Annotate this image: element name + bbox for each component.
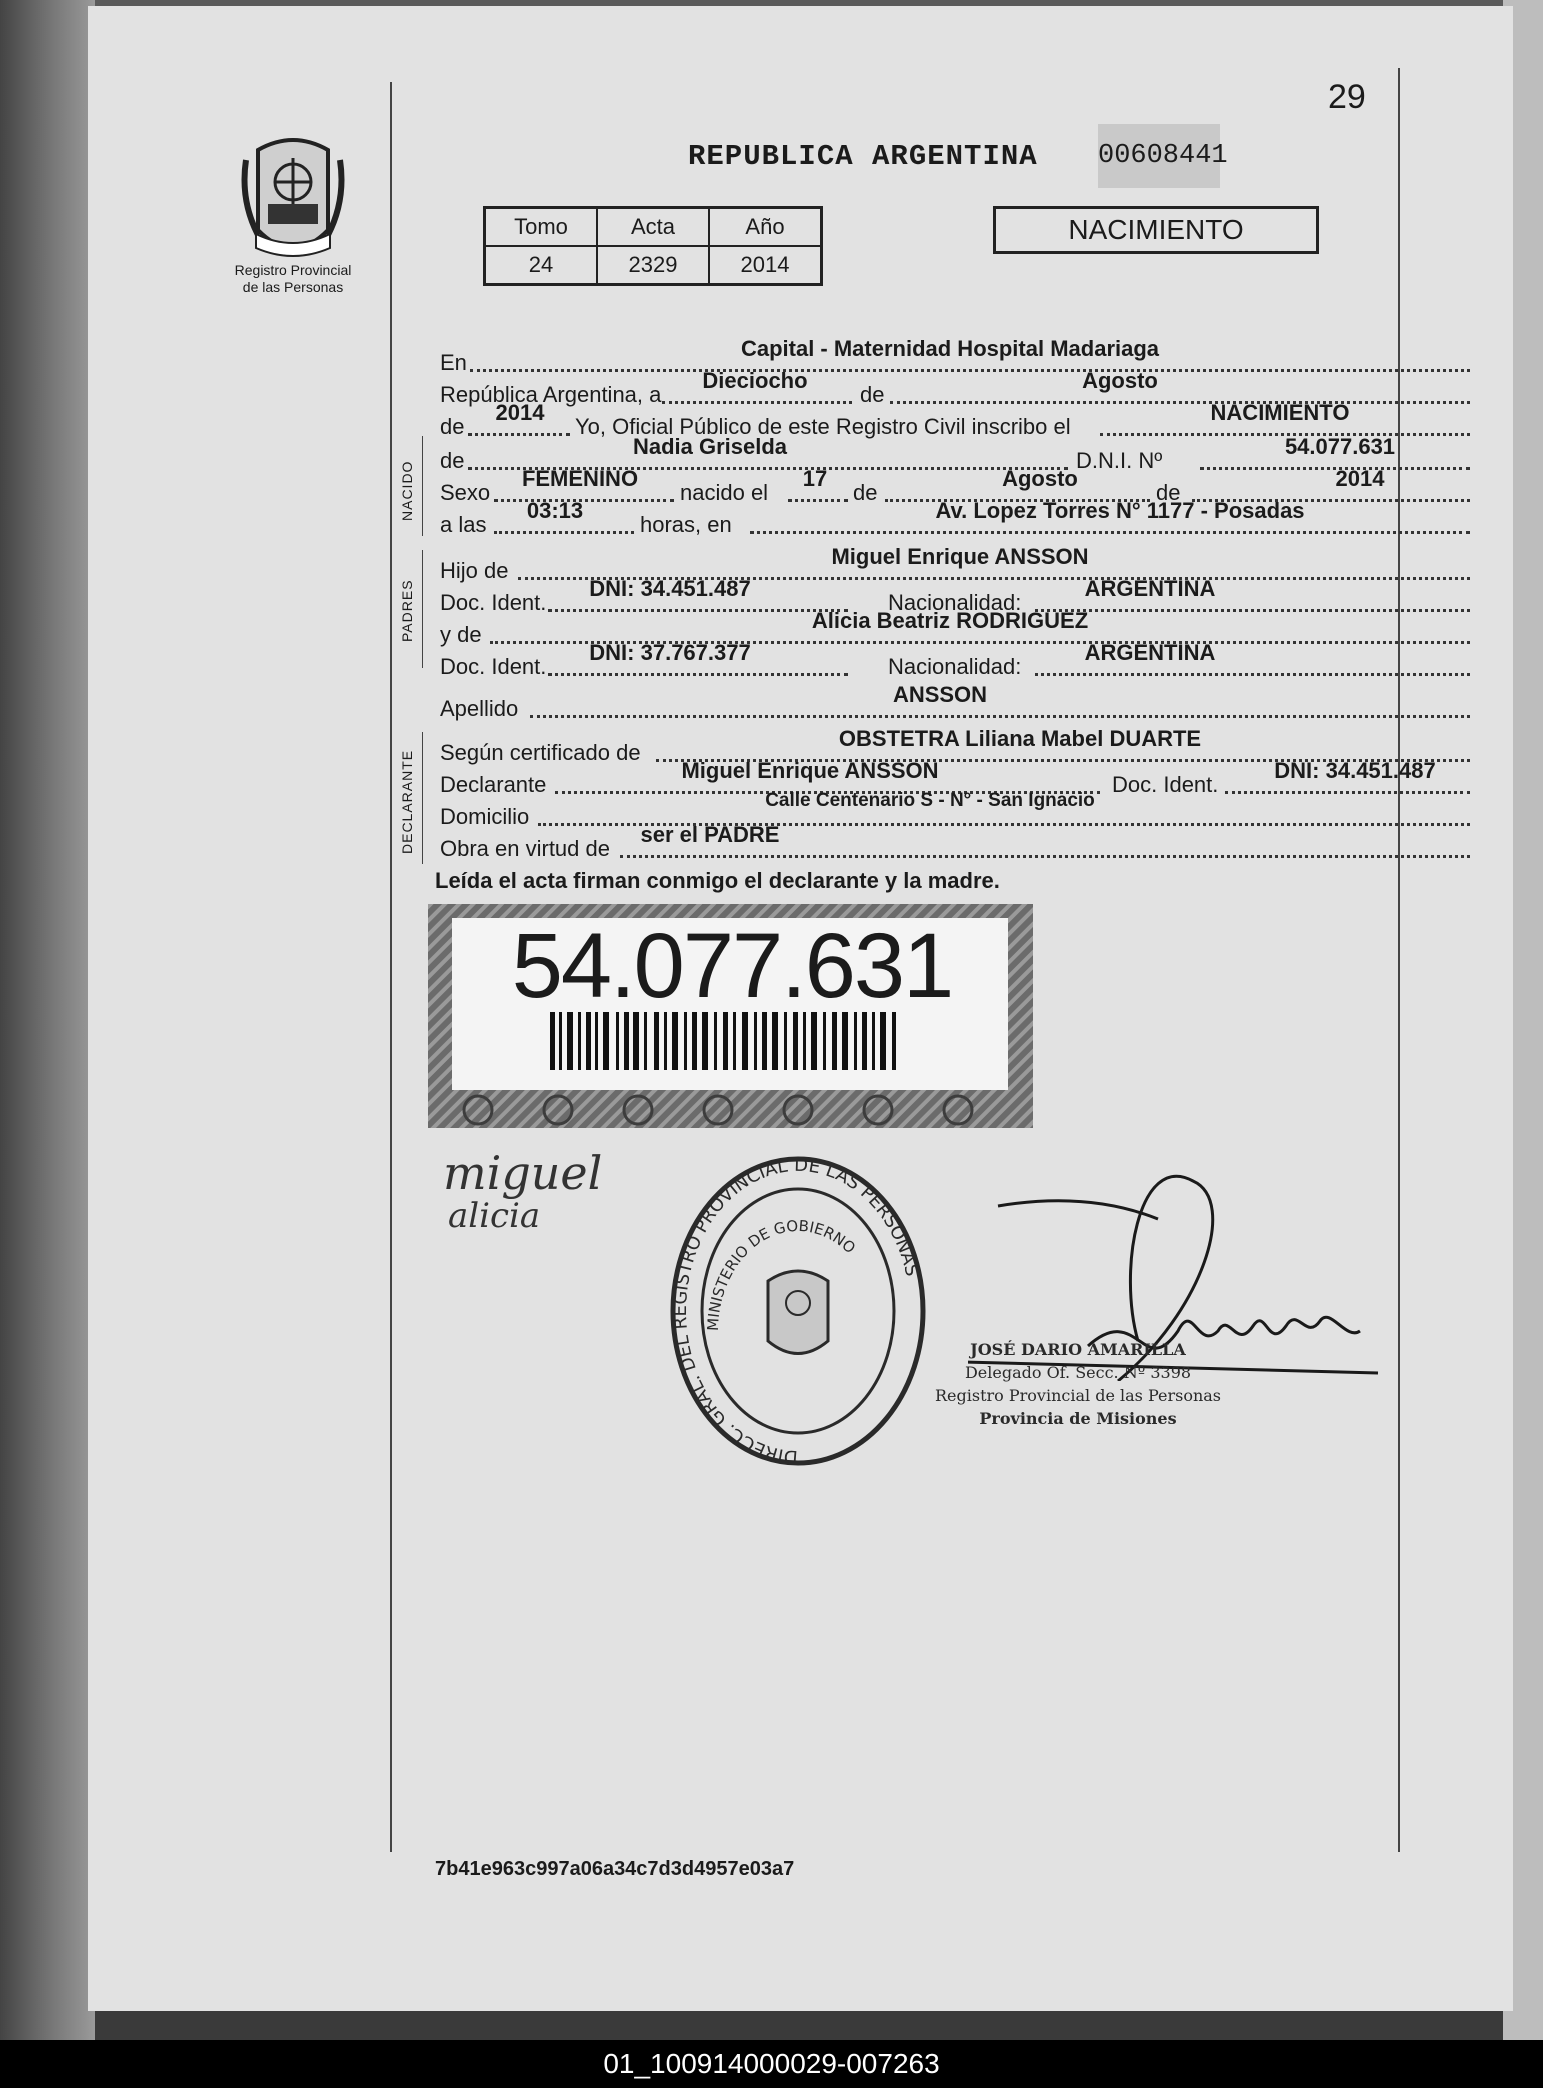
- document-hash: 7b41e963c997a06a34c7d3d4957e03a7: [435, 1858, 795, 1880]
- de-label: de: [860, 382, 885, 407]
- section-label-nacido: NACIDO: [399, 460, 415, 521]
- nacido-el-label: nacido el: [680, 480, 769, 505]
- en-label: En: [440, 350, 467, 375]
- seal-outer-text: DIRECC. GRAL. DEL REGISTRO PROVINCIAL DE LAS PERSONAS: [670, 1154, 923, 1468]
- birth-time: 03:13: [526, 498, 584, 523]
- birth-time-place-row: [440, 498, 1470, 537]
- seal-inner-text: MINISTERIO DE GOBIERNO: [703, 1216, 860, 1332]
- father-nationality: ARGENTINA: [1084, 576, 1216, 601]
- handwritten-mother-signature: alicia: [448, 1196, 541, 1236]
- acta-value: 2329: [597, 246, 709, 285]
- hijo-de-label: Hijo de: [440, 558, 509, 583]
- act-year-row: [440, 400, 1470, 439]
- sexo-label: Sexo: [440, 480, 491, 505]
- mother-doc-row: [440, 640, 1470, 679]
- tomo-header: Tomo: [485, 208, 598, 247]
- de-label: de: [440, 448, 465, 473]
- a-las-label: a las: [440, 512, 487, 537]
- surname-row: [440, 682, 1470, 721]
- de-label: de: [853, 480, 878, 505]
- tomo-value: 24: [485, 246, 598, 285]
- horas-en-label: horas, en: [640, 512, 732, 537]
- document-country-title: REPUBLICA ARGENTINA: [688, 140, 1038, 173]
- act-day: Dieciocho: [702, 368, 808, 393]
- newborn-sex: FEMENINO: [521, 466, 639, 491]
- capacity-row: [440, 822, 1470, 861]
- closing-statement: Leída el acta firman conmigo el declarante y la madre.: [435, 868, 1000, 893]
- dni-label: D.N.I. Nº: [1076, 448, 1163, 473]
- doc-ident-label: Doc. Ident.: [440, 590, 547, 615]
- official-office: Registro Provincial de las Personas: [934, 1386, 1222, 1405]
- declarant-doc: DNI: 34.451.487: [1274, 758, 1436, 783]
- document-serial-number: 00608441: [1098, 124, 1220, 188]
- segun-certificado-label: Según certificado de: [440, 740, 641, 765]
- logo-caption-line2: de las Personas: [242, 279, 344, 295]
- right-margin-line: [1398, 68, 1400, 1852]
- official-stamp-block: [888, 1338, 1268, 1430]
- act-year: 2014: [495, 400, 545, 425]
- scan-background-left: [0, 0, 95, 2040]
- dni-sticker-number: 54.077.631: [511, 915, 953, 1017]
- y-de-label: y de: [440, 622, 482, 647]
- section-label-declarante: DECLARANTE: [399, 749, 415, 854]
- left-margin-line: [390, 82, 392, 1852]
- register-reference-table: [483, 206, 823, 286]
- province-crest-icon: [238, 130, 348, 266]
- record-type-box: NACIMIENTO: [993, 206, 1319, 254]
- birth-certificate-page: [88, 6, 1513, 2011]
- declarant-address: Calle Centenario S - N° - San Ignacio: [765, 790, 1095, 811]
- logo-caption-line1: Registro Provincial: [234, 262, 352, 278]
- declarante-label: Declarante: [440, 772, 547, 797]
- obra-en-virtud-label: Obra en virtud de: [440, 836, 610, 861]
- de-label: de: [440, 414, 465, 439]
- birth-place: Av. Lopez Torres N° 1177 - Posadas: [935, 498, 1305, 523]
- section-label-padres: PADRES: [399, 579, 415, 642]
- birth-year: 2014: [1335, 466, 1385, 491]
- mother-doc: DNI: 37.767.377: [589, 640, 751, 665]
- apellido-label: Apellido: [440, 696, 519, 721]
- nacionalidad-label: Nacionalidad:: [888, 654, 1022, 679]
- file-label: 01_100914000029-007263: [603, 2048, 940, 2079]
- act-place: Capital - Maternidad Hospital Madariaga: [740, 336, 1160, 361]
- newborn-dni: 54.077.631: [1284, 434, 1396, 459]
- official-province: Provincia de Misiones: [979, 1409, 1177, 1428]
- oficial-label: Yo, Oficial Público de este Registro Civil inscribo el: [575, 414, 1071, 439]
- anio-value: 2014: [709, 246, 822, 285]
- mother-name: Alicia Beatriz RODRIGUEZ: [811, 608, 1089, 633]
- declarant-name: Miguel Enrique ANSSON: [681, 758, 939, 783]
- page-number: 29: [1328, 78, 1366, 116]
- certificate-issuer: OBSTETRA Liliana Mabel DUARTE: [838, 726, 1202, 751]
- domicilio-label: Domicilio: [440, 804, 530, 829]
- birth-day: 17: [802, 466, 828, 491]
- birth-month: Agosto: [1002, 466, 1078, 491]
- official-role: Delegado Of. Secc. Nº 3398: [964, 1363, 1192, 1382]
- nacionalidad-label: Nacionalidad:: [888, 590, 1022, 615]
- doc-ident-label: Doc. Ident.: [1112, 772, 1219, 797]
- registry-logo-caption: [198, 262, 388, 296]
- republica-label: República Argentina, a: [440, 382, 662, 407]
- act-inscription-type: NACIMIENTO: [1210, 400, 1350, 425]
- act-month: Agosto: [1082, 368, 1158, 393]
- act-place-row: [440, 336, 1470, 375]
- handwritten-father-signature: miguel: [443, 1146, 603, 1200]
- father-name: Miguel Enrique ANSSON: [831, 544, 1089, 569]
- official-name: JOSÉ DARIO AMARILLA: [970, 1340, 1186, 1359]
- de-label: de: [1156, 480, 1181, 505]
- acta-header: Acta: [597, 208, 709, 247]
- surname-value: ANSSON: [892, 682, 988, 707]
- doc-ident-label: Doc. Ident.: [440, 654, 547, 679]
- anio-header: Año: [709, 208, 822, 247]
- declarant-capacity: ser el PADRE: [640, 822, 780, 847]
- father-doc: DNI: 34.451.487: [589, 576, 751, 601]
- register-table-header-row: [485, 208, 822, 247]
- domicile-row: [440, 790, 1470, 829]
- newborn-name: Nadia Griselda: [632, 434, 788, 459]
- mother-nationality: ARGENTINA: [1084, 640, 1216, 665]
- register-table-value-row: [485, 246, 822, 285]
